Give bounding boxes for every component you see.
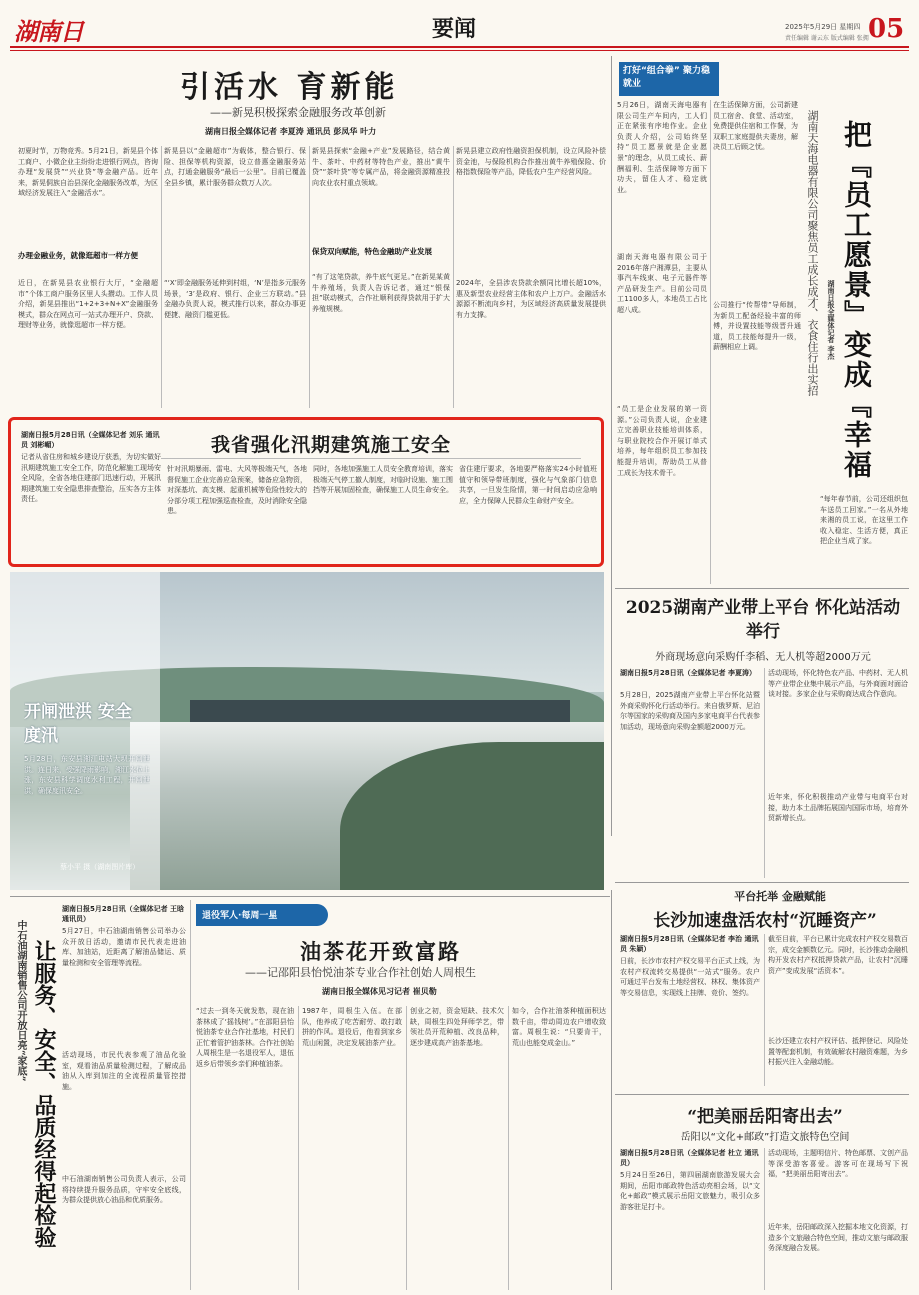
lead-subhead-1: 办理金融业务，就像逛超市一样方便	[18, 251, 138, 260]
highlight-box	[8, 417, 604, 567]
sales-para-2: 活动现场，市民代表参观了油品化验室，观看油品质量检测过程，了解成品油从入库到加注的全流程质量管控措施。	[62, 1051, 186, 1091]
flood-para-3: 同时，各地加强施工人员安全教育培训，落实极端天气停工撤人制度，对临时设施、施工围挡等开展加固检查，确保施工人员生命安全。	[313, 465, 453, 495]
staff-para-6: “每年春节前，公司还组织包车送员工回家。”一名从外地来湘的员工说，在这里工作收入稳定、生活方便，真正把企业当成了家。	[820, 495, 908, 546]
col-divider	[406, 1006, 407, 1290]
industry-byline: 湖南日报5月28日讯（全媒体记者 李夏涛）	[620, 669, 757, 677]
photo-title: 开闸泄洪 安全度汛	[24, 702, 132, 746]
credit-title: 长沙加速盘活农村“沉睡资产”	[653, 911, 877, 931]
col-divider	[764, 668, 765, 878]
flood-para-2: 针对汛期暴雨、雷电、大风等极端天气，各地督促施工企业完善应急预案，储备应急物资，对深基坑、高支模、起重机械等危险性较大的分部分项工程加强巡查检查，及时消除安全隐患。	[167, 465, 307, 516]
flood-para-4: 省住建厅要求，各地要严格落实24小时值班值守和领导带班制度，强化与气象部门信息共享，一旦发生险情，第一时间启动应急响应，全力保障人民群众生命财产安全。	[459, 465, 597, 505]
lead-para-4: “‘X’即金融服务延伸到村组，‘N’是指多元服务场景，‘3’是政府、银行、企业三方联动。”县金融办负责人说，模式推行以来，群众办事更便捷、融资门槛更低。	[164, 279, 306, 319]
col-divider	[298, 1006, 299, 1290]
credit-byline: 湖南日报5月28日讯（全媒体记者 李治 通讯员 朱颖）	[620, 935, 759, 953]
staff-title: 把『员工愿景』变成『幸福	[840, 120, 873, 480]
sales-subtitle: 中石油湖南销售公司开放日亮“家底”	[15, 920, 26, 1082]
credit-para-1: 日前，长沙市农村产权交易平台正式上线，为农村产权流转交易提供“一站式”服务。农户可通过平台发布土地经营权、林权、集体资产等交易信息，实现线上挂牌、竞价、签约。	[620, 957, 760, 997]
lead-para-6: “有了这笔贷款，养牛底气更足。”在新晃某黄牛养殖场，负责人告诉记者，通过“银保担”联动模式，合作社顺利获得贷款用于扩大养殖规模。	[312, 273, 450, 313]
industry-para-2: 活动现场，怀化特色农产品、中药材、无人机等产业带企业集中展示产品，与外商面对面洽谈对接。多家企业与采购商达成合作意向。	[768, 669, 908, 699]
photo-dam	[190, 700, 570, 724]
industry-para-3: 近年来，怀化积极推动产业带与电商平台对接，助力本土品牌拓展国内国际市场，培育外贸新增长点。	[768, 793, 908, 823]
flood-para-1: 记者从省住房和城乡建设厅获悉，为切实做好汛期建筑施工安全工作，防范化解施工现场安全风险，全省各地住建部门迅速行动，开展汛期建筑施工安全隐患排查整治，压实各方主体责任。	[21, 453, 161, 504]
camellia-para-1: “过去一到冬天就发愁，现在油茶林成了‘摇钱树’。”在邵阳县怡悦油茶专业合作社基地，村民们正忙着管护油茶林。合作社创始人周根生是一名退役军人，退伍返乡后带领乡亲们种植油茶。	[196, 1007, 294, 1068]
col-divider	[161, 146, 162, 408]
camellia-para-2: 1987年，周根生入伍。在部队，他养成了吃苦耐劳、敢打敢拼的作风。退役后，他看到家乡荒山闲置，决定发展油茶产业。	[302, 1007, 402, 1047]
staff-kicker: 打好“组合拳” 聚力稳就业	[623, 66, 710, 89]
industry-para-1: 5月28日，2025湖南产业带上平台怀化站暨外商采购怀化行活动举行。来自俄罗斯、尼泊尔等国家的采购商及国内多家电商平台代表参加活动，现场意向采购金额超2000万元。	[620, 691, 760, 731]
col-divider	[453, 146, 454, 408]
flood-byline: 湖南日报5月28日讯（全媒体记者 刘乐 通讯员 刘彬嵋）	[21, 431, 160, 449]
section-rule	[615, 1094, 909, 1095]
photo-credit: 蔡小平 摄（湖南图片库）	[60, 863, 140, 871]
page-divider	[611, 56, 612, 836]
camellia-para-3: 创业之初，资金短缺、技术欠缺，周根生四处拜师学艺，带领社员开荒种植、改良品种，逐步建成高产油茶基地。	[410, 1007, 504, 1047]
lead-para-7: 新晃县建立政府性融资担保机制，设立风险补偿资金池，与保险机构合作推出黄牛养殖保险、价格指数保险等产品，降低农户生产经营风险。	[456, 147, 606, 177]
masthead-logo: 湖南日	[14, 17, 83, 44]
lead-byline: 湖南日报全媒体记者 李夏涛 通讯员 彭凤华 叶力	[205, 127, 377, 136]
camellia-byline: 湖南日报全媒体见习记者 崔贝勒	[322, 987, 437, 996]
credit-para-3: 长沙还建立农村产权评估、抵押登记、风险处置等配套机制，有效破解农村融资难题，为乡村振兴注入金融动能。	[768, 1037, 908, 1067]
photo-caption: 5月28日，东安县湘江电站大坝开闸泄洪。连日来，受强降雨影响，湘江水位上涨，东安县科学调度水利工程，开闸泄洪，确保度汛安全。	[24, 755, 150, 795]
section-rule	[615, 882, 909, 883]
page-divider	[611, 890, 612, 1290]
staff-byline: 湖南日报全媒体记者 李杰	[827, 280, 836, 360]
lead-para-2: 近日，在新晃县农业银行大厅，“金融超市”个体工商户服务区里人头攒动。工作人员介绍，新晃县推出“1+2+3+N+X”金融服务模式，群众在网点可一站式办理开户、贷款、理财等业务，就像逛超市一样方便。	[18, 279, 158, 330]
camellia-kicker-banner	[196, 904, 328, 926]
camellia-title: 油茶花开致富路	[300, 939, 461, 964]
sales-para-1: 5月27日，中石油湖南销售公司举办公众开放日活动，邀请市民代表走进油库、加油站，近距离了解油品储运、质量检测和安全管理等流程。	[62, 927, 186, 967]
lead-title: 引活水 育新能	[180, 70, 399, 105]
staff-para-5: 在生活保障方面，公司新建员工宿舍、食堂、活动室，免费提供住宿和工作餐，为双职工家庭提供夫妻房，解决员工后顾之忧。	[713, 101, 798, 152]
yueyang-para-1: 5月24日至26日，第四届湖南旅游发展大会期间，岳阳市邮政特色活动亮相会场，以“文化+邮政”模式展示岳阳文旅魅力，吸引众多游客驻足打卡。	[620, 1171, 760, 1211]
section-title: 要闻	[432, 16, 477, 42]
camellia-para-4: 如今，合作社油茶种植面积达数千亩，带动周边农户增收致富。周根生说：“只要肯干，荒山也能变成金山。”	[512, 1007, 606, 1047]
col-divider	[764, 934, 765, 1086]
staff-kicker-banner	[619, 62, 719, 96]
sales-byline: 湖南日报5月28日讯（全媒体记者 王晗 通讯员）	[62, 905, 185, 923]
page-number: 05	[868, 14, 905, 44]
col-divider	[764, 1148, 765, 1290]
lead-para-5: 新晃县探索“金融+产业”发展路径，结合黄牛、茶叶、中药材等特色产业，推出“黄牛贷”“茶叶贷”等专属产品，将金融资源精准投向农业农村重点领域。	[312, 147, 450, 187]
col-divider	[710, 100, 711, 584]
editors-line: 责任编辑 谢云东 版式编辑 张拥	[785, 35, 869, 42]
credit-para-2: 截至目前，平台已累计完成农村产权交易数百宗，成交金额数亿元。同时，长沙推动金融机构开发农村产权抵押贷款产品，让农村“沉睡资产”变成发展“活资本”。	[768, 935, 908, 975]
lead-para-1: 初夏时节，万物竞秀。5月21日，新晃县个体工商户、小微企业主纷纷走进银行网点，咨询办理“发展贷”“兴业贷”等金融产品。近年来，新晃侗族自治县深化金融服务改革，为区域经济发展注入“金融活水”。	[18, 147, 158, 198]
yueyang-title: “把美丽岳阳寄出去”	[687, 1107, 843, 1127]
lead-para-8: 2024年，全县涉农贷款余额同比增长超10%，惠及新型农业经营主体和农户上万户。金融活水源源不断流向乡村，为区域经济高质量发展提供有力支撑。	[456, 279, 606, 319]
header-rule-thin	[10, 50, 909, 51]
sales-title: 让服务、安全、品质经得起检验	[31, 940, 57, 1248]
issue-date: 2025年5月29日 星期四	[785, 23, 861, 31]
staff-para-4: 公司推行“传帮带”导师制，为新员工配备经验丰富的师傅，并设置技能等级晋升通道，员工技能每提升一级，薪酬相应上调。	[713, 301, 801, 352]
header-rule	[10, 46, 909, 48]
lead-subhead-2: 保贷双向赋能，特色金融助产业发展	[312, 247, 432, 256]
col-divider	[309, 146, 310, 408]
lead-para-3: 新晃县以“金融超市”为载体，整合银行、保险、担保等机构资源，设立普惠金融服务站点，打通金融服务“最后一公里”。目前已覆盖全县乡镇，累计服务群众数万人次。	[164, 147, 306, 187]
section-rule	[10, 896, 610, 897]
col-divider	[508, 1006, 509, 1290]
dam-photo	[10, 572, 604, 890]
staff-para-3: “员工是企业发展的第一资源。”公司负责人说，企业建立完善职业技能培训体系，与职业院校合作开展订单式培养，每年组织员工参加技能提升培训，帮助员工从普工成长为技术骨干。	[617, 405, 707, 477]
staff-para-2: 湖南天海电器有限公司于2016年落户湘潭县，主要从事汽车线束、电子元器件等产品研发生产。目前公司员工1100多人，本地员工占比超八成。	[617, 253, 707, 314]
yueyang-subtitle: 岳阳以“文化+邮政”打造文旅特色空间	[680, 1132, 850, 1143]
flood-title: 我省强化汛期建筑施工安全	[211, 434, 452, 456]
camellia-kicker: 退役军人·每周一星	[202, 911, 278, 921]
industry-title: 2025湖南产业带上平台 怀化站活动举行	[625, 598, 901, 642]
yueyang-byline: 湖南日报5月28日讯（全媒体记者 杜立 通讯员）	[620, 1149, 759, 1167]
camellia-subtitle: ——记邵阳县怡悦油茶专业合作社创始人周根生	[245, 966, 476, 979]
yueyang-para-3: 近年来，岳阳邮政深入挖掘本地文化资源，打造多个文旅融合特色空间，推动文旅与邮政服务深度融合发展。	[768, 1223, 908, 1253]
col-divider	[190, 900, 191, 1290]
staff-subtitle: 湖南天海电器有限公司聚焦员工成长成才、衣食住行出实招	[806, 110, 819, 396]
yueyang-para-2: 活动现场，主题明信片、特色邮票、文创产品等深受游客喜爱。游客可在现场写下祝福，“把美丽岳阳寄出去”。	[768, 1149, 908, 1179]
lead-subtitle: ——新晃积极探索金融服务改革创新	[210, 106, 386, 119]
industry-subtitle: 外商现场意向采购仟李稻、无人机等超2000万元	[655, 652, 871, 663]
sales-para-3: 中石油湖南销售公司负责人表示，公司将持续提升服务品质，守牢安全底线，为群众提供放心油品和优质服务。	[62, 1175, 186, 1205]
staff-para-1: 5月26日，湖南天海电器有限公司生产车间内，工人们正在紧张有序地作业。企业负责人介绍，公司始终坚持“员工愿景就是企业愿景”的理念，从员工成长、薪酬福利、生活保障等方面下功夫，留住人才、稳定就业。	[617, 101, 707, 194]
credit-kicker: 平台托举 金融赋能	[734, 890, 826, 903]
title-rule	[161, 458, 581, 459]
section-rule	[615, 588, 909, 589]
